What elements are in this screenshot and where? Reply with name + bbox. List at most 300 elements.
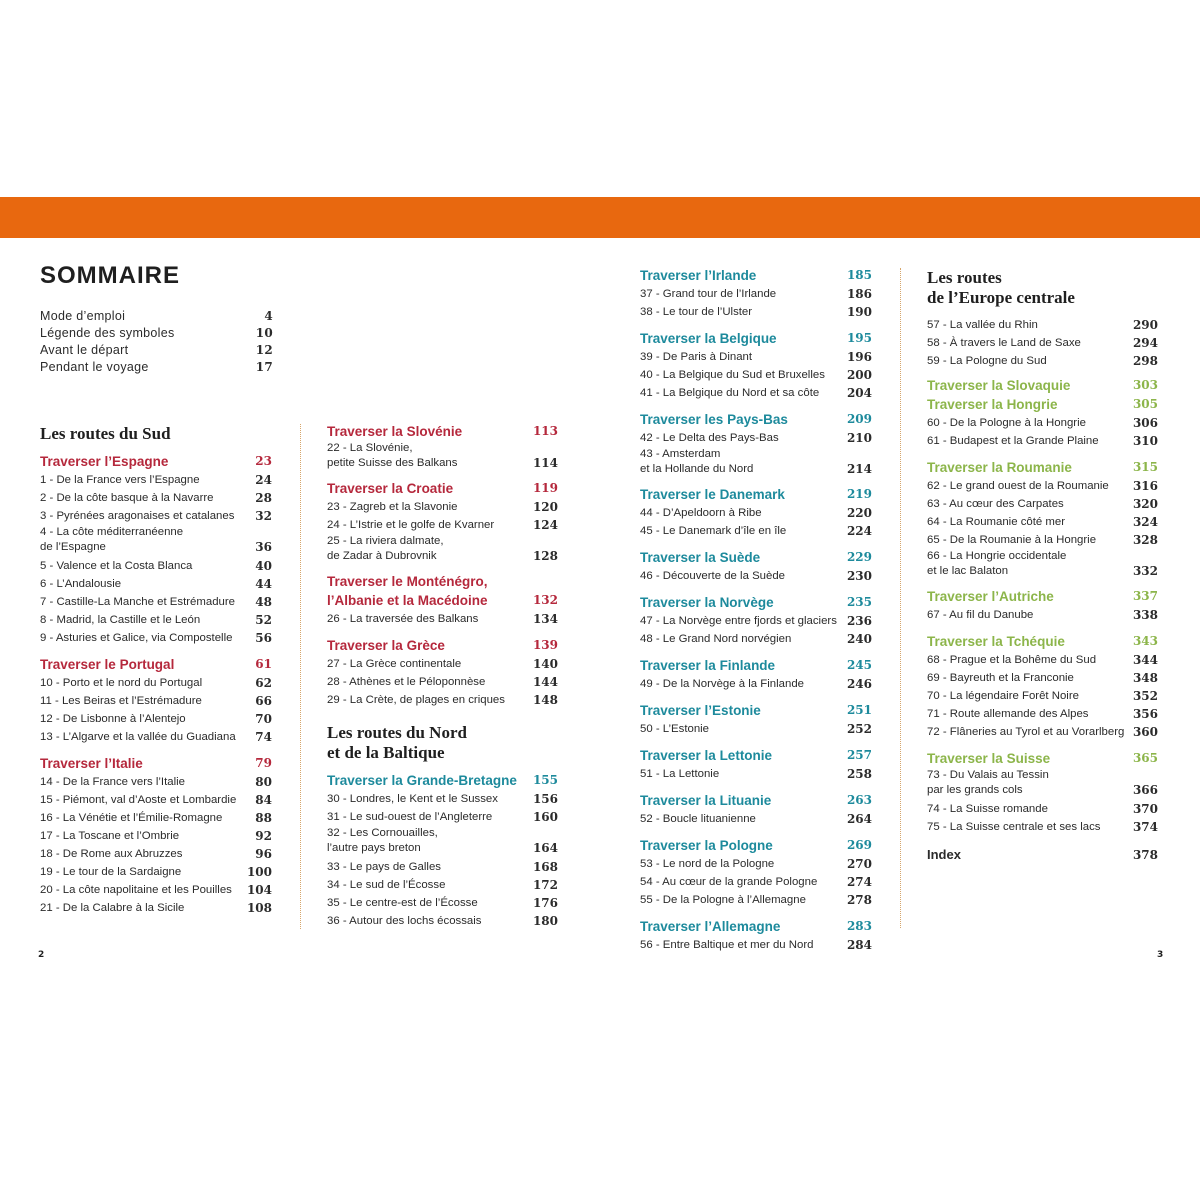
country-block bbox=[927, 632, 1158, 741]
route-label: 28 - Athènes et le Péloponnèse bbox=[327, 676, 486, 688]
country-block bbox=[640, 701, 872, 738]
route-entry[interactable] bbox=[40, 809, 272, 827]
route-entry[interactable] bbox=[927, 352, 1158, 370]
country-page: 257 bbox=[846, 748, 872, 762]
route-entry[interactable] bbox=[327, 441, 558, 471]
country-heading[interactable] bbox=[640, 266, 872, 285]
country-heading[interactable] bbox=[640, 746, 872, 765]
route-label: 6 - L’Andalousie bbox=[40, 578, 122, 590]
section-title-centre: Les routes de l’Europe centrale bbox=[927, 268, 1075, 307]
country-page: 245 bbox=[846, 658, 872, 672]
route-label: 5 - Valence et la Costa Blanca bbox=[40, 560, 193, 572]
route-page: 290 bbox=[1132, 318, 1158, 332]
country-label: Traverser la Grèce bbox=[327, 638, 445, 653]
route-page: 246 bbox=[846, 677, 872, 691]
country-page: 219 bbox=[846, 487, 872, 501]
route-entry[interactable] bbox=[927, 651, 1158, 669]
country-heading[interactable] bbox=[40, 452, 272, 471]
route-page: 28 bbox=[255, 491, 272, 505]
route-entry[interactable] bbox=[40, 525, 272, 555]
country-block bbox=[640, 836, 872, 909]
index-label: Index bbox=[927, 847, 961, 862]
country-label: Traverser l’Estonie bbox=[640, 703, 761, 718]
country-label: Traverser l’Espagne bbox=[40, 454, 169, 469]
page-number-left: 2 bbox=[38, 950, 45, 960]
country-label: Traverser la Roumanie bbox=[927, 460, 1072, 475]
route-label: 40 - La Belgique du Sud et Bruxelles bbox=[640, 369, 825, 381]
route-page: 84 bbox=[255, 793, 272, 807]
route-entry[interactable] bbox=[640, 567, 872, 585]
route-page: 134 bbox=[532, 612, 558, 626]
route-entry[interactable] bbox=[40, 881, 272, 899]
route-page: 100 bbox=[246, 865, 272, 879]
route-page: 306 bbox=[1132, 416, 1158, 430]
route-page: 104 bbox=[246, 883, 272, 897]
country-block bbox=[640, 791, 872, 828]
route-entry[interactable] bbox=[640, 285, 872, 303]
route-label: 7 - Castille-La Manche et Estrémadure bbox=[40, 596, 235, 608]
route-label: 27 - La Grèce continentale bbox=[327, 658, 462, 670]
route-page: 220 bbox=[846, 506, 872, 520]
route-page: 156 bbox=[532, 792, 558, 806]
route-entry[interactable] bbox=[40, 728, 272, 746]
route-entry[interactable] bbox=[327, 858, 558, 876]
route-entry[interactable] bbox=[927, 723, 1158, 741]
country-page: 61 bbox=[255, 657, 272, 671]
country-heading[interactable] bbox=[327, 771, 558, 790]
route-entry[interactable] bbox=[640, 366, 872, 384]
route-page: 128 bbox=[532, 549, 558, 563]
route-label: 26 - La traversée des Balkans bbox=[327, 613, 479, 625]
route-page: 332 bbox=[1132, 564, 1158, 578]
route-label: 51 - La Lettonie bbox=[640, 768, 720, 780]
route-entry[interactable] bbox=[40, 827, 272, 845]
country-label: Traverser la Lituanie bbox=[640, 793, 772, 808]
route-label: 13 - L’Algarve et la vallée du Guadiana bbox=[40, 731, 236, 743]
route-entry[interactable] bbox=[40, 489, 272, 507]
route-page: 56 bbox=[255, 631, 272, 645]
country-page: 365 bbox=[1132, 751, 1158, 765]
country-page: 119 bbox=[532, 481, 558, 495]
route-entry[interactable] bbox=[40, 692, 272, 710]
country-block bbox=[640, 548, 872, 585]
route-label: 14 - De la France vers l’Italie bbox=[40, 776, 185, 788]
route-entry[interactable] bbox=[927, 768, 1158, 798]
route-entry[interactable] bbox=[927, 513, 1158, 531]
route-entry[interactable] bbox=[927, 414, 1158, 432]
route-label: 1 - De la France vers l’Espagne bbox=[40, 474, 200, 486]
country-list-sud bbox=[40, 452, 272, 917]
route-label: 12 - De Lisbonne à l’Alentejo bbox=[40, 713, 186, 725]
route-entry[interactable] bbox=[40, 308, 273, 325]
route-label: 32 - Les Cornouailles, l’autre pays breton bbox=[327, 827, 438, 854]
country-label: Traverser la Norvège bbox=[640, 595, 774, 610]
route-page: 366 bbox=[1132, 783, 1158, 797]
country-heading[interactable] bbox=[327, 572, 558, 610]
country-page: 283 bbox=[846, 919, 872, 933]
route-entry[interactable] bbox=[927, 606, 1158, 624]
route-entry[interactable] bbox=[40, 325, 273, 342]
route-label: 42 - Le Delta des Pays-Bas bbox=[640, 432, 779, 444]
country-page: 303 bbox=[1132, 378, 1158, 392]
route-entry[interactable] bbox=[40, 359, 273, 376]
country-page: 195 bbox=[846, 331, 872, 345]
country-label: Traverser la Suède bbox=[640, 550, 761, 565]
route-page: 374 bbox=[1132, 820, 1158, 834]
route-label: 53 - Le nord de la Pologne bbox=[640, 858, 775, 870]
route-entry[interactable] bbox=[40, 863, 272, 881]
route-entry[interactable] bbox=[927, 800, 1158, 818]
country-block bbox=[927, 376, 1158, 395]
route-label: 10 - Porto et le nord du Portugal bbox=[40, 677, 203, 689]
route-page: 338 bbox=[1132, 608, 1158, 622]
route-entry[interactable] bbox=[927, 477, 1158, 495]
front-matter-list bbox=[40, 308, 273, 376]
route-page: 264 bbox=[846, 812, 872, 826]
country-block bbox=[640, 266, 872, 321]
column-sud bbox=[40, 424, 272, 917]
route-label: 62 - Le grand ouest de la Roumanie bbox=[927, 480, 1109, 492]
route-entry[interactable] bbox=[40, 342, 273, 359]
route-entry[interactable] bbox=[40, 471, 272, 489]
route-page: 214 bbox=[846, 462, 872, 476]
route-page: 48 bbox=[255, 595, 272, 609]
country-heading[interactable] bbox=[640, 329, 872, 348]
route-entry[interactable] bbox=[927, 495, 1158, 513]
country-page: 229 bbox=[846, 550, 872, 564]
route-entry[interactable] bbox=[40, 773, 272, 791]
country-heading[interactable] bbox=[327, 479, 558, 498]
route-label: 48 - Le Grand Nord norvégien bbox=[640, 633, 792, 645]
country-block bbox=[640, 410, 872, 477]
column-divider bbox=[300, 424, 301, 929]
route-entry[interactable] bbox=[327, 790, 558, 808]
route-page: 252 bbox=[846, 722, 872, 736]
route-entry[interactable] bbox=[927, 549, 1158, 579]
route-entry[interactable] bbox=[327, 808, 558, 826]
route-page: 348 bbox=[1132, 671, 1158, 685]
country-list-balkans bbox=[327, 422, 558, 709]
route-entry[interactable] bbox=[927, 669, 1158, 687]
country-heading[interactable] bbox=[640, 791, 872, 810]
country-label: Traverser l’Irlande bbox=[640, 268, 757, 283]
country-heading[interactable] bbox=[327, 636, 558, 655]
route-page: 324 bbox=[1132, 515, 1158, 529]
country-page: 305 bbox=[1132, 397, 1158, 411]
route-entry[interactable] bbox=[640, 504, 872, 522]
route-entry[interactable] bbox=[327, 498, 558, 516]
route-label: 3 - Pyrénées aragonaises et catalanes bbox=[40, 510, 235, 522]
country-block bbox=[327, 636, 558, 709]
country-block bbox=[40, 754, 272, 917]
route-entry[interactable] bbox=[640, 447, 872, 477]
country-block bbox=[327, 479, 558, 564]
route-page: 298 bbox=[1132, 354, 1158, 368]
index-entry[interactable] bbox=[927, 846, 1158, 864]
route-entry[interactable] bbox=[327, 826, 558, 856]
route-label: 38 - Le tour de l’Ulster bbox=[640, 306, 753, 318]
route-label: 15 - Piémont, val d’Aoste et Lombardie bbox=[40, 794, 237, 806]
country-block bbox=[927, 458, 1158, 579]
route-page: 270 bbox=[846, 857, 872, 871]
country-block bbox=[927, 395, 1158, 450]
country-block bbox=[640, 656, 872, 693]
route-page: 160 bbox=[532, 810, 558, 824]
country-heading[interactable] bbox=[927, 632, 1158, 651]
route-entry[interactable] bbox=[327, 876, 558, 894]
country-label: Traverser l’Italie bbox=[40, 756, 143, 771]
country-heading[interactable] bbox=[927, 749, 1158, 768]
country-page: 269 bbox=[846, 838, 872, 852]
country-page: 235 bbox=[846, 595, 872, 609]
country-heading[interactable] bbox=[927, 376, 1158, 395]
route-page: 186 bbox=[846, 287, 872, 301]
country-page: 23 bbox=[255, 454, 272, 468]
country-heading[interactable] bbox=[640, 656, 872, 675]
country-block bbox=[40, 452, 272, 647]
country-heading[interactable] bbox=[640, 701, 872, 720]
route-entry[interactable] bbox=[640, 303, 872, 321]
country-heading[interactable] bbox=[927, 587, 1158, 606]
country-heading[interactable] bbox=[327, 422, 558, 441]
route-page: 328 bbox=[1132, 533, 1158, 547]
route-label: 52 - Boucle lituanienne bbox=[640, 813, 756, 825]
route-page: 144 bbox=[532, 675, 558, 689]
route-label: 61 - Budapest et la Grande Plaine bbox=[927, 435, 1099, 447]
route-entry[interactable] bbox=[927, 531, 1158, 549]
route-page: 108 bbox=[246, 901, 272, 915]
country-label: Traverser la Suisse bbox=[927, 751, 1051, 766]
route-page: 274 bbox=[846, 875, 872, 889]
route-entry[interactable] bbox=[40, 674, 272, 692]
route-label: 30 - Londres, le Kent et le Sussex bbox=[327, 793, 498, 805]
route-entry[interactable] bbox=[327, 516, 558, 534]
route-entry[interactable] bbox=[640, 630, 872, 648]
orange-header-band bbox=[0, 197, 1200, 238]
route-entry[interactable] bbox=[927, 705, 1158, 723]
route-label: 25 - La riviera dalmate, de Zadar à Dubrovnik bbox=[327, 535, 444, 562]
route-entry[interactable] bbox=[40, 791, 272, 809]
route-page: 316 bbox=[1132, 479, 1158, 493]
route-label: 47 - La Norvège entre fjords et glaciers bbox=[640, 615, 837, 627]
route-label: 49 - De la Norvège à la Finlande bbox=[640, 678, 804, 690]
route-page: 62 bbox=[255, 676, 272, 690]
country-heading[interactable] bbox=[927, 458, 1158, 477]
route-page: 148 bbox=[532, 693, 558, 707]
route-label: 65 - De la Roumanie à la Hongrie bbox=[927, 534, 1097, 546]
route-entry[interactable] bbox=[640, 348, 872, 366]
route-entry[interactable] bbox=[40, 557, 272, 575]
route-entry[interactable] bbox=[640, 873, 872, 891]
route-entry[interactable] bbox=[927, 316, 1158, 334]
country-block bbox=[640, 917, 872, 954]
country-block bbox=[640, 746, 872, 783]
route-page: 66 bbox=[255, 694, 272, 708]
route-entry[interactable] bbox=[327, 691, 558, 709]
route-entry[interactable] bbox=[640, 429, 872, 447]
country-block bbox=[927, 749, 1158, 836]
country-block bbox=[40, 655, 272, 746]
country-page: 185 bbox=[846, 268, 872, 282]
route-page: 40 bbox=[255, 559, 272, 573]
page-number-right: 3 bbox=[1157, 950, 1164, 960]
country-heading[interactable] bbox=[40, 754, 272, 773]
route-label: Pendant le voyage bbox=[40, 360, 149, 374]
route-entry[interactable] bbox=[327, 655, 558, 673]
country-label: Traverser la Hongrie bbox=[927, 397, 1058, 412]
country-page: 113 bbox=[532, 424, 558, 438]
country-heading[interactable] bbox=[640, 917, 872, 936]
route-page: 284 bbox=[846, 938, 872, 952]
route-entry[interactable] bbox=[640, 810, 872, 828]
route-page: 344 bbox=[1132, 653, 1158, 667]
route-page: 114 bbox=[532, 456, 558, 470]
country-label: Traverser la Finlande bbox=[640, 658, 776, 673]
route-page: 204 bbox=[846, 386, 872, 400]
country-page: 209 bbox=[846, 412, 872, 426]
route-entry[interactable] bbox=[327, 610, 558, 628]
route-label: 63 - Au cœur des Carpates bbox=[927, 498, 1064, 510]
route-page: 224 bbox=[846, 524, 872, 538]
route-page: 164 bbox=[532, 841, 558, 855]
route-page: 258 bbox=[846, 767, 872, 781]
route-page: 196 bbox=[846, 350, 872, 364]
route-page: 210 bbox=[846, 431, 872, 445]
route-entry[interactable] bbox=[40, 629, 272, 647]
route-label: 41 - La Belgique du Nord et sa côte bbox=[640, 387, 820, 399]
route-page: 230 bbox=[846, 569, 872, 583]
country-heading[interactable] bbox=[927, 395, 1158, 414]
route-label: 71 - Route allemande des Alpes bbox=[927, 708, 1089, 720]
country-heading[interactable] bbox=[40, 655, 272, 674]
country-heading[interactable] bbox=[640, 593, 872, 612]
route-entry[interactable] bbox=[40, 710, 272, 728]
country-heading[interactable] bbox=[640, 836, 872, 855]
route-label: 50 - L’Estonie bbox=[640, 723, 710, 735]
country-block bbox=[327, 771, 558, 930]
route-entry[interactable] bbox=[927, 432, 1158, 450]
route-page: 24 bbox=[255, 473, 272, 487]
route-entry[interactable] bbox=[927, 687, 1158, 705]
route-entry[interactable] bbox=[327, 894, 558, 912]
route-label: 16 - La Vénétie et l’Émilie-Romagne bbox=[40, 812, 223, 824]
route-page: 240 bbox=[846, 632, 872, 646]
route-page: 176 bbox=[532, 896, 558, 910]
route-page: 36 bbox=[255, 540, 272, 554]
country-page: 337 bbox=[1132, 589, 1158, 603]
route-page: 172 bbox=[532, 878, 558, 892]
route-entry[interactable] bbox=[640, 855, 872, 873]
route-entry[interactable] bbox=[640, 522, 872, 540]
route-entry[interactable] bbox=[927, 818, 1158, 836]
route-page: 4 bbox=[264, 309, 273, 323]
country-label: Traverser l’Autriche bbox=[927, 589, 1054, 604]
route-page: 44 bbox=[255, 577, 272, 591]
column-balkans bbox=[327, 422, 558, 930]
route-entry[interactable] bbox=[327, 673, 558, 691]
route-entry[interactable] bbox=[40, 845, 272, 863]
route-entry[interactable] bbox=[640, 612, 872, 630]
country-block bbox=[927, 587, 1158, 624]
country-label: Traverser la Slovénie bbox=[327, 424, 463, 439]
route-entry[interactable] bbox=[640, 675, 872, 693]
route-page: 74 bbox=[255, 730, 272, 744]
route-page: 180 bbox=[532, 914, 558, 928]
route-label: 60 - De la Pologne à la Hongrie bbox=[927, 417, 1086, 429]
route-page: 12 bbox=[255, 343, 273, 357]
route-page: 236 bbox=[846, 614, 872, 628]
route-page: 140 bbox=[532, 657, 558, 671]
country-label: Traverser la Tchéquie bbox=[927, 634, 1065, 649]
route-page: 88 bbox=[255, 811, 272, 825]
country-page: 251 bbox=[846, 703, 872, 717]
route-label: 69 - Bayreuth et la Franconie bbox=[927, 672, 1074, 684]
route-entry[interactable] bbox=[40, 611, 272, 629]
route-label: 23 - Zagreb et la Slavonie bbox=[327, 501, 458, 513]
country-block bbox=[640, 593, 872, 648]
route-entry[interactable] bbox=[40, 507, 272, 525]
route-page: 124 bbox=[532, 518, 558, 532]
route-label: 2 - De la côte basque à la Navarre bbox=[40, 492, 214, 504]
route-label: 73 - Du Valais au Tessin par les grands cols bbox=[927, 769, 1049, 796]
column-centre bbox=[927, 268, 1158, 864]
route-label: 68 - Prague et la Bohême du Sud bbox=[927, 654, 1097, 666]
route-entry[interactable] bbox=[40, 593, 272, 611]
country-list-centre bbox=[927, 376, 1158, 836]
index-page: 378 bbox=[1132, 848, 1158, 862]
route-entry[interactable] bbox=[40, 575, 272, 593]
country-list-nord-b bbox=[640, 266, 872, 954]
country-page: 263 bbox=[846, 793, 872, 807]
country-heading[interactable] bbox=[640, 548, 872, 567]
route-page: 10 bbox=[255, 326, 273, 340]
route-label: 35 - Le centre-est de l’Écosse bbox=[327, 897, 478, 909]
route-label: 75 - La Suisse centrale et ses lacs bbox=[927, 821, 1101, 833]
route-label: Mode d’emploi bbox=[40, 309, 126, 323]
route-label: 8 - Madrid, la Castille et le León bbox=[40, 614, 201, 626]
route-label: 59 - La Pologne du Sud bbox=[927, 355, 1047, 367]
country-heading[interactable] bbox=[640, 410, 872, 429]
country-heading[interactable] bbox=[640, 485, 872, 504]
route-label: 4 - La côte méditerranéenne de l’Espagne bbox=[40, 526, 184, 553]
route-entry[interactable] bbox=[640, 891, 872, 909]
route-entry[interactable] bbox=[640, 384, 872, 402]
route-entry[interactable] bbox=[640, 936, 872, 954]
route-label: 31 - Le sud-ouest de l’Angleterre bbox=[327, 811, 493, 823]
route-label: 45 - Le Danemark d’île en île bbox=[640, 525, 787, 537]
route-entry[interactable] bbox=[640, 765, 872, 783]
country-label: Traverser la Grande-Bretagne bbox=[327, 773, 517, 788]
route-label: 17 - La Toscane et l’Ombrie bbox=[40, 830, 180, 842]
route-page: 190 bbox=[846, 305, 872, 319]
route-entry[interactable] bbox=[327, 912, 558, 930]
country-label: Traverser la Lettonie bbox=[640, 748, 773, 763]
route-page: 278 bbox=[846, 893, 872, 907]
route-entry[interactable] bbox=[640, 720, 872, 738]
country-label: Traverser les Pays-Bas bbox=[640, 412, 788, 427]
route-label: 70 - La légendaire Forêt Noire bbox=[927, 690, 1079, 702]
route-entry[interactable] bbox=[927, 334, 1158, 352]
route-entry[interactable] bbox=[40, 899, 272, 917]
route-entry[interactable] bbox=[327, 534, 558, 564]
route-label: 29 - La Crète, de plages en criques bbox=[327, 694, 505, 706]
country-block bbox=[640, 485, 872, 540]
route-page: 356 bbox=[1132, 707, 1158, 721]
route-page: 370 bbox=[1132, 802, 1158, 816]
country-label: Traverser la Croatie bbox=[327, 481, 454, 496]
route-label: 9 - Asturies et Galice, via Compostelle bbox=[40, 632, 233, 644]
country-list-nord-a bbox=[327, 771, 558, 930]
